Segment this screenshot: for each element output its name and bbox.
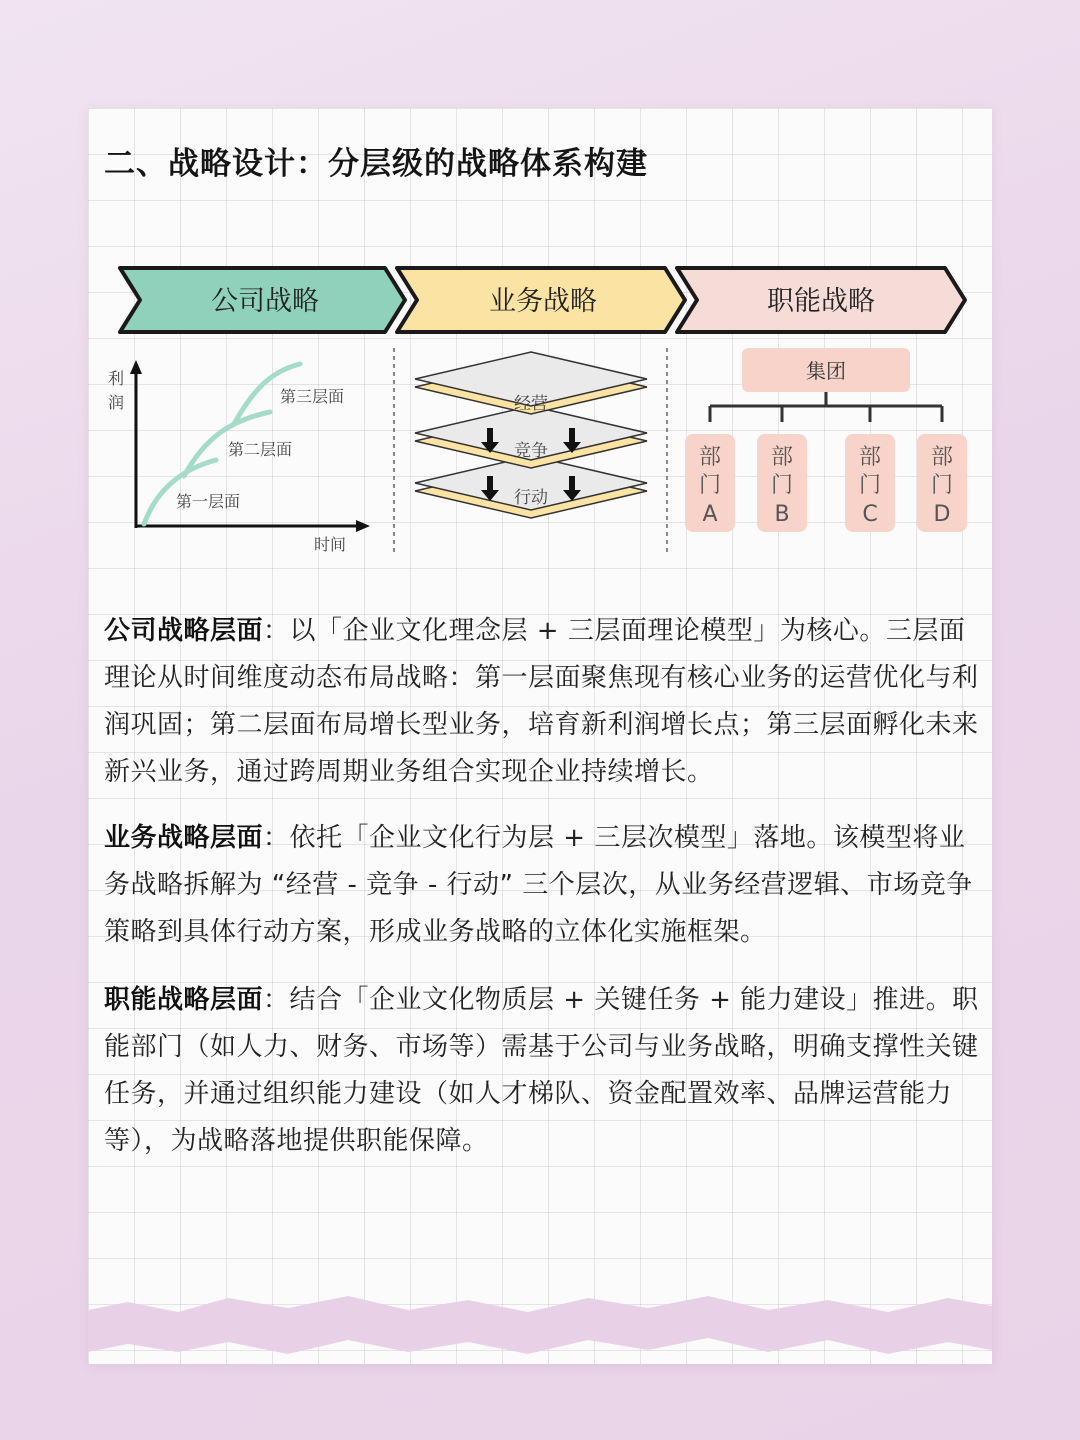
layer-middle — [415, 406, 647, 468]
paragraph-lead: 业务战略层面 — [104, 823, 264, 853]
horizon-label-1: 第一层面 — [175, 492, 241, 511]
layer-stack — [415, 352, 647, 518]
paragraph-corporate — [104, 608, 984, 796]
paragraph-business — [104, 815, 984, 956]
horizon-label-2: 第二层面 — [227, 440, 293, 459]
dept-char: 门 — [770, 473, 794, 498]
dept-char: 部 — [698, 445, 722, 470]
dept-letter: D — [933, 502, 951, 527]
paragraph-body: ：依托「企业文化行为层 + 三层次模型」落地。该模型将业务战略拆解为 “经营 - 竞争 - 行动” 三个层次，从业务经营逻辑、市场竞争策略到具体行动方案，形成业务战略的立体化实施框架。 — [104, 823, 973, 947]
chevron-functional — [677, 268, 965, 332]
x-axis-label: 时间 — [313, 535, 347, 554]
horizon-label-3: 第三层面 — [279, 387, 345, 406]
chevron-business — [397, 268, 685, 332]
dept-char: 部 — [770, 445, 794, 470]
org-root-label: 集团 — [806, 359, 846, 383]
dept-letter: C — [862, 502, 878, 527]
chevron-corporate — [120, 268, 405, 332]
dept-d — [917, 434, 967, 532]
chevron-label-business: 业务战略 — [489, 286, 597, 317]
y-axis-label-1: 利 — [107, 369, 125, 388]
dept-b — [757, 434, 807, 532]
dept-char: 部 — [858, 445, 882, 470]
dept-letter: B — [774, 502, 790, 527]
paragraph-body: ：结合「企业文化物质层 + 关键任务 + 能力建设」推进。职能部门（如人力、财务、市场等）需基于公司与业务战略，明确支撑性关键任务，并通过组织能力建设（如人才梯队、资金配置效率、品牌运营能力等），为战略落地提供职能保障。 — [104, 985, 979, 1156]
page-title: 二、战略设计：分层级的战略体系构建 — [104, 146, 648, 182]
org-connector — [710, 406, 942, 422]
paragraph-lead: 公司战略层面 — [104, 616, 264, 646]
strategy-diagram — [100, 260, 980, 560]
org-connector — [710, 392, 942, 406]
org-chart — [685, 348, 967, 532]
layer-label-competition: 竞争 — [514, 441, 548, 461]
dept-char: 门 — [698, 473, 722, 498]
x-axis-arrow-icon — [356, 520, 370, 532]
dept-char: 门 — [930, 473, 954, 498]
y-axis-arrow-icon — [130, 360, 142, 374]
dept-a — [685, 434, 735, 532]
three-horizons-chart — [108, 360, 370, 554]
paragraph-functional — [104, 977, 984, 1165]
layer-label-operation: 经营 — [514, 394, 548, 414]
layer-label-action: 行动 — [514, 488, 548, 508]
chevron-label-corporate: 公司战略 — [211, 286, 319, 317]
dept-char: 部 — [930, 445, 954, 470]
chevron-label-functional: 职能战略 — [767, 286, 875, 317]
paragraph-lead: 职能战略层面 — [104, 985, 264, 1015]
dept-char: 门 — [858, 473, 882, 498]
y-axis-label-2: 润 — [107, 393, 125, 412]
paragraph-body: ：以「企业文化理念层 + 三层面理论模型」为核心。三层面理论从时间维度动态布局战略：第一层面聚焦现有核心业务的运营优化与利润巩固；第二层面布局增长型业务，培育新利润增长点；第三层面孵化未来新兴业务，通过跨周期业务组合实现企业持续增长。 — [104, 616, 979, 787]
dept-letter: A — [702, 502, 718, 527]
dept-c — [845, 434, 895, 532]
layer-top — [415, 352, 647, 414]
torn-paper-edge — [88, 1288, 992, 1368]
